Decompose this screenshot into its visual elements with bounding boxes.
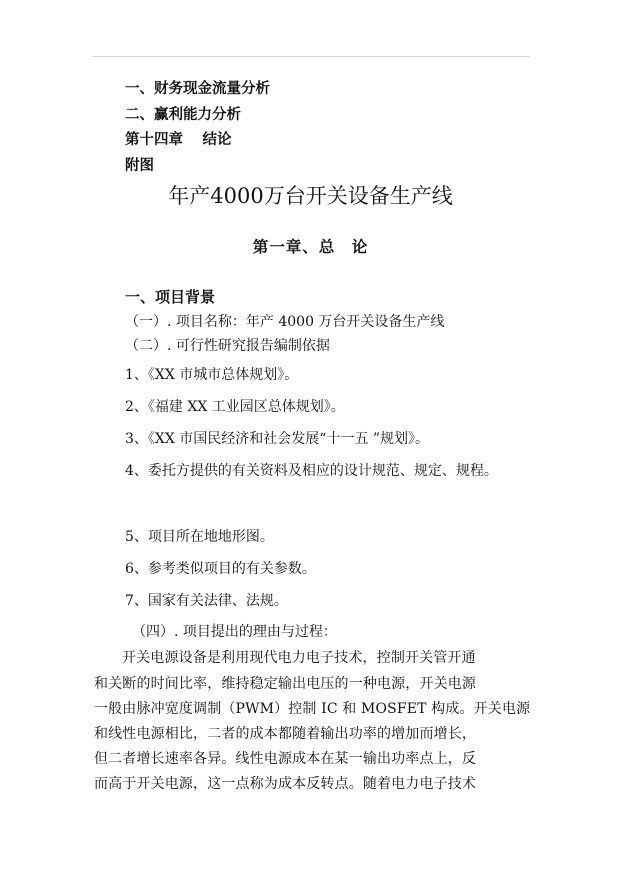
subsection-project-name: （一）. 项目名称：年产 4000 万台开关设备生产线 [125, 314, 445, 330]
basis-item: 5、项目所在地地形图。 [125, 529, 274, 545]
paragraph-line: 一般由脉冲宽度调制（PWM）控制 IC 和 MOSFET 构成。开关电源 [94, 701, 531, 717]
paragraph-line: 而高于开关电源，这一点称为成本反转点。随着电力电子技术 [94, 776, 477, 792]
header-rule [92, 56, 530, 57]
document-title: 年产4000万台开关设备生产线 [168, 184, 453, 208]
paragraph-line: 开关电源设备是利用现代电力电子技术，控制开关管开通 [122, 650, 476, 666]
section-heading: 一、项目背景 [125, 288, 216, 306]
basis-item: 1、《XX 市城市总体规划》。 [125, 367, 299, 383]
basis-item: 7、国家有关法律、法规。 [125, 593, 288, 609]
toc-item-conclusion: 第十四章 结论 [125, 132, 232, 148]
basis-item: 6、参考类似项目的有关参数。 [125, 561, 316, 577]
paragraph-line: 和关断的时间比率，维持稳定输出电压的一种电源，开关电源 [94, 676, 477, 692]
chapter-title: 第一章、总 论 [252, 238, 369, 256]
subsection-reason: （四）. 项目提出的理由与过程： [132, 624, 337, 640]
basis-item: 2、《福建 XX 工业园区总体规划》。 [125, 399, 345, 415]
basis-item: 3、《XX 市国民经济和社会发展“十一五 ”规划》。 [125, 431, 430, 447]
paragraph-line: 但二者增长速率各异。线性电源成本在某一输出功率点上，反 [94, 751, 477, 767]
basis-item: 4、委托方提供的有关资料及相应的设计规范、规定、规程。 [125, 463, 498, 479]
toc-item-profitability: 二、赢利能力分析 [125, 107, 241, 123]
toc-item-appendix: 附图 [125, 158, 154, 174]
paragraph-line: 和线性电源相比，二者的成本都随着输出功率的增加而增长， [94, 726, 477, 742]
subsection-basis: （二）. 可行性研究报告编制依据 [125, 338, 330, 354]
toc-item-cashflow: 一、财务现金流量分析 [125, 81, 270, 97]
